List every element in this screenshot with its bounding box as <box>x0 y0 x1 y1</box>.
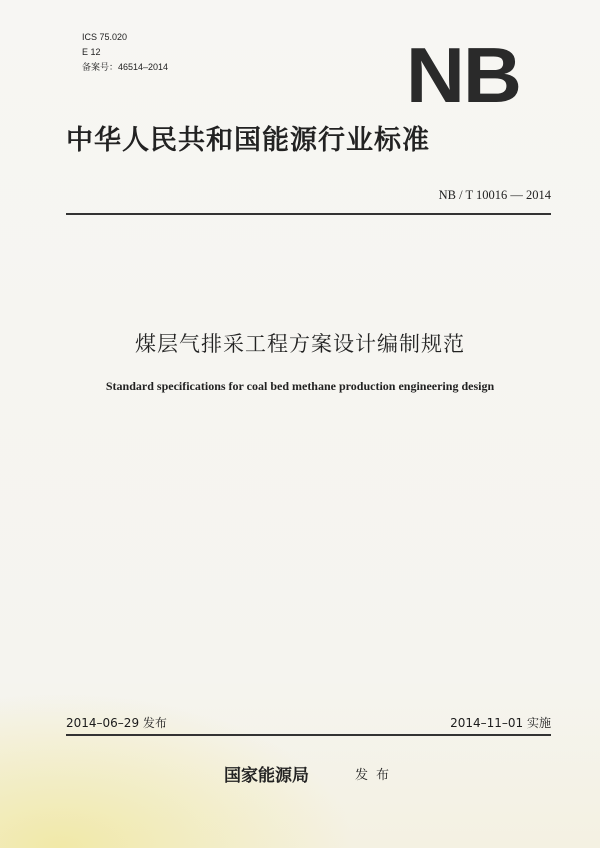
publish-label: 发布 <box>355 768 398 783</box>
ics-code: ICS 75.020 <box>82 32 128 42</box>
footer-divider <box>66 734 551 736</box>
nb-logo: NB <box>405 31 520 119</box>
standard-number: NB / T 10016 — 2014 <box>438 188 551 202</box>
document-title-en: Standard specifications for coal bed methane production engineering design <box>105 379 495 393</box>
issue-date: 2014–06–29 发布 <box>66 716 167 730</box>
filing-number: 备案号：46514–2014 <box>82 62 169 72</box>
header-divider <box>66 213 551 215</box>
publisher-name: 国家能源局 <box>224 766 309 786</box>
implementation-date: 2014–11–01 实施 <box>450 716 551 730</box>
classification-block <box>82 30 168 75</box>
document-title-cn: 煤层气排采工程方案设计编制规范 <box>135 332 465 356</box>
standard-category-title: 中华人民共和国能源行业标准 <box>66 125 430 156</box>
category-code: E 12 <box>82 47 101 57</box>
